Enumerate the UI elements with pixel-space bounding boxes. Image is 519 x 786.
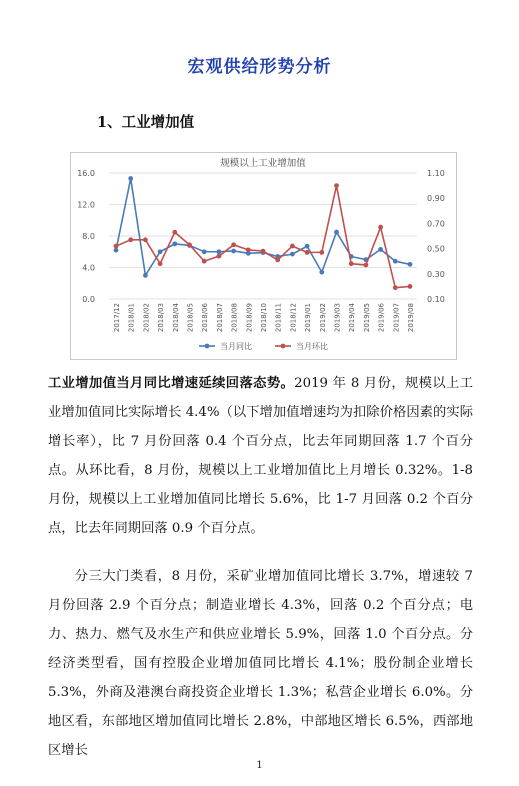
series-point-mom	[334, 183, 339, 188]
series-line-mom	[116, 186, 410, 288]
x-tick-label: 2018/09	[245, 303, 254, 333]
section-heading: 1、工业增加值	[97, 114, 195, 131]
series-point-yoy	[143, 273, 148, 278]
x-tick-label: 2018/11	[274, 303, 283, 333]
series-point-yoy	[319, 270, 324, 275]
series-point-mom	[172, 230, 177, 235]
series-point-mom	[290, 244, 295, 249]
series-point-yoy	[393, 259, 398, 264]
chart-svg	[71, 153, 456, 359]
series-point-yoy	[217, 249, 222, 254]
series-point-yoy	[202, 249, 207, 254]
series-point-yoy	[158, 249, 163, 254]
x-tick-label: 2018/04	[171, 303, 180, 333]
series-point-yoy	[378, 247, 383, 252]
x-tick-label: 2018/06	[201, 303, 210, 333]
y-right-tick-label: 0.10	[427, 295, 445, 304]
series-point-yoy	[231, 249, 236, 254]
paragraph-1-lead: 工业增加值当月同比增速延续回落态势。	[48, 376, 295, 391]
y-right-tick-label: 0.90	[427, 194, 445, 204]
y-left-tick-label: 8.0	[82, 232, 95, 241]
series-point-mom	[393, 285, 398, 290]
y-left-tick-label: 0.0	[82, 295, 95, 304]
industrial-value-chart	[70, 152, 457, 360]
series-point-mom	[408, 284, 413, 289]
x-tick-label: 2019/02	[318, 303, 327, 333]
y-right-tick-label: 1.10	[427, 169, 445, 178]
x-tick-label: 2018/12	[289, 303, 298, 333]
x-tick-label: 2017/12	[113, 303, 121, 333]
series-point-yoy	[172, 241, 177, 246]
page-number: 1	[256, 760, 263, 771]
series-point-mom	[231, 242, 236, 247]
x-tick-label: 2019/03	[333, 303, 342, 333]
x-tick-label: 2018/03	[157, 303, 166, 333]
series-point-mom	[319, 250, 324, 255]
x-tick-label: 2018/02	[142, 303, 151, 333]
series-point-mom	[217, 254, 222, 259]
series-point-yoy	[408, 262, 413, 267]
x-tick-label: 2019/01	[304, 303, 313, 333]
y-right-tick-label: 0.50	[427, 244, 445, 254]
y-right-tick-label: 0.70	[427, 219, 445, 229]
series-point-mom	[378, 225, 383, 230]
series-point-mom	[158, 261, 163, 266]
document-title: 宏观供给形势分析	[187, 57, 332, 77]
series-point-yoy	[305, 244, 310, 249]
series-point-mom	[187, 242, 192, 247]
series-point-mom	[202, 259, 207, 264]
x-tick-label: 2019/04	[348, 303, 357, 333]
series-point-mom	[114, 244, 119, 249]
series-point-yoy	[128, 176, 133, 181]
y-left-tick-label: 12.0	[77, 200, 95, 210]
x-tick-label: 2018/05	[186, 303, 195, 333]
series-point-mom	[364, 263, 369, 268]
series-point-mom	[275, 258, 280, 263]
x-tick-label: 2018/08	[230, 303, 239, 333]
series-point-mom	[246, 247, 251, 252]
series-point-mom	[128, 237, 133, 242]
x-tick-label: 2019/08	[407, 303, 415, 333]
paragraph-1-body: 2019 年 8 月份，规模以上工业增加值同比实际增长 4.4%（以下增加值增速均为扣除价格因素的实际增长率），比 7 月份回落 0.4 个百分点，比去年同期回落 1.7 个百分点。从环比看，8 月份，规模以上工业增加值比上月增长 0.32%。1-8 月份，规模以上工业增加值同比增长 5.6%，比 1-7 月回落 0.2 个百分点，比去年同期回落 0.9 个百分点。	[48, 376, 473, 536]
x-tick-label: 2018/10	[260, 303, 268, 333]
legend-marker	[281, 344, 286, 349]
x-tick-label: 2019/06	[377, 303, 386, 333]
series-point-yoy	[334, 230, 339, 235]
x-tick-label: 2019/07	[392, 303, 401, 333]
series-point-yoy	[114, 248, 119, 253]
series-point-mom	[305, 250, 310, 255]
paragraph-2: 分三大门类看，8 月份，采矿业增加值同比增长 3.7%，增速较 7 月份回落 2.9 个百分点；制造业增长 4.3%，回落 0.2 个百分点；电力、热力、燃气及水生产和供应业增长 5.9%，回落 1.0 个百分点。分经济类型看，国有控股企业增加值同比增长 4.1%；股份制企业增长 5.3%，外商及港澳台商投资企业增长 1.3%；私营企业增长 6.0%。分地区看，东部地区增加值同比增长 2.8%，中部地区增长 6.5%，西部地区增长	[48, 569, 473, 758]
y-left-tick-label: 4.0	[82, 263, 95, 273]
legend-marker	[205, 344, 210, 349]
y-left-tick-label: 16.0	[77, 169, 95, 178]
x-tick-label: 2019/05	[362, 303, 371, 333]
x-tick-label: 2018/01	[127, 303, 136, 333]
legend-label: 当月环比	[296, 342, 328, 351]
legend-label: 当月同比	[220, 342, 252, 351]
chart-title: 规模以上工业增加值	[220, 158, 306, 169]
y-right-tick-label: 0.30	[427, 269, 445, 279]
x-tick-label: 2018/07	[215, 303, 224, 333]
series-point-yoy	[290, 252, 295, 257]
series-point-mom	[349, 261, 354, 266]
paragraph-1	[48, 369, 473, 543]
series-point-mom	[143, 237, 148, 242]
series-point-mom	[261, 249, 266, 254]
